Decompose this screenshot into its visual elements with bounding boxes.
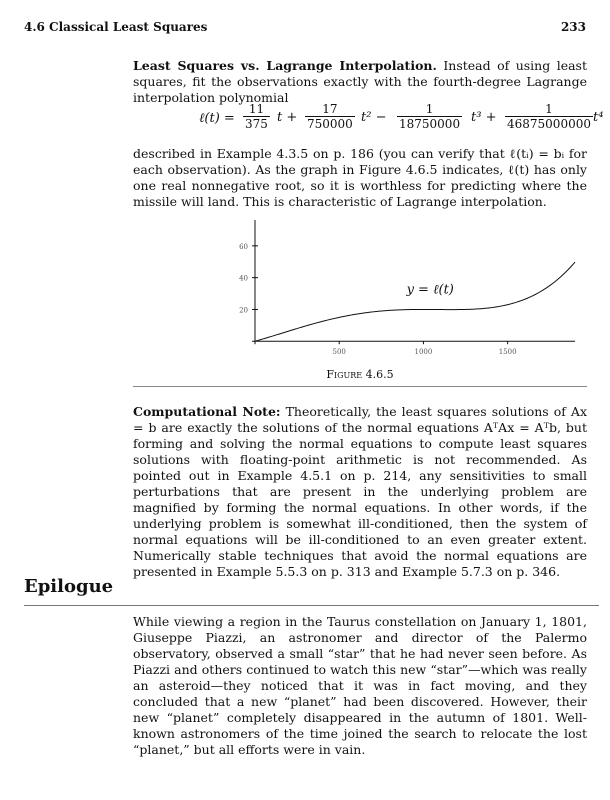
curve-label: y = ℓ(t) [406,282,454,298]
fraction-3: $\frac{1}{18750000}$ [399,102,461,131]
lagrange-curve [255,262,575,341]
y-tick-label-1: 20 [239,306,248,315]
equation-lhs: ℓ(t) = [199,111,235,126]
lagrange-plot [133,214,587,382]
term-1: t + [277,110,298,125]
term-4: t⁴ [593,110,604,125]
section-rule [24,605,599,606]
lagrange-paragraph-continued [133,146,587,210]
x-tick-label-3: 1500 [498,348,517,357]
epilogue-text: While viewing a region in the Taurus constellation on January 1, 1801, Giuseppe Piazzi, an astronomer and director of the Palermo observatory, observed a small “star” that he had never seen before. As Piazzi and others continued to watch this new “star”—which was really an asteroid—they noticed that it was in fact moving, and they concluded that a new “planet” had been discovered. However, their new “planet” completely disappeared in the autumn of 1801. Well-known astronomers of the time joined the search to relocate the lost “planet,” but all efforts were in vain. [133,614,587,757]
x-tick-label-2: 1000 [414,348,433,357]
term-3: t³ + [471,110,497,125]
note-text: Theoretically, the least squares solutions of Ax = b are exactly the solutions of the normal equations AᵀAx = Aᵀb, but forming and solving the normal equations to compute least squares solutions with floating-point arithmetic is not recommended. As pointed out in Example 4.5.1 on p. 214, any sensitivities to small perturbations that are present in the underlying problem are magnified by forming the normal equations. In other words, if the underlying problem is somewhat ill-conditioned, then the system of normal equations will be ill-conditioned to an even greater extent. Numerically stable techniques that avoid the normal equations are presented in Example 5.5.3 on p. 313 and Example 5.7.3 on p. 346. [133,404,587,579]
y-tick-label-3: 60 [239,242,248,251]
running-head [24,20,586,34]
fraction-4: $\frac{1}{46875000000}$ [507,102,591,131]
y-tick-label-2: 40 [239,274,248,283]
section-header: 4.6 Classical Least Squares [24,20,208,34]
computational-note [133,404,587,580]
figure-4-6-5 [133,214,587,382]
figure-rule [133,386,587,387]
note-lead: Computational Note: [133,404,281,419]
fraction-1: $\frac{11}{375}$ [245,102,268,131]
figure-caption: Figure 4.6.5 [326,368,394,381]
x-tick-label-1: 500 [332,348,346,357]
lagrange-paragraph [133,58,587,106]
page-number: 233 [560,20,586,34]
lagrange-lead: Least Squares vs. Lagrange Interpolation. [133,58,437,73]
term-2: t² − [361,110,387,125]
lagrange-equation [133,102,604,136]
epilogue-paragraph [133,614,587,758]
fraction-2: $\frac{17}{750000}$ [307,102,353,131]
epilogue-title: Epilogue [24,576,114,597]
lagrange-after: described in Example 4.3.5 on p. 186 (you can verify that ℓ(tᵢ) = bᵢ for each observation). As the graph in Figure 4.6.5 indicates, ℓ(t) has only one real nonnegative root, so it is worthless for predicting where the missile will land. This is characteristic of Lagrange interpolation. [133,146,587,209]
lagrange-intro: Instead of using least squares, fit the observations exactly with the fourth-degree Lagrange interpolation polynomial [133,58,587,105]
